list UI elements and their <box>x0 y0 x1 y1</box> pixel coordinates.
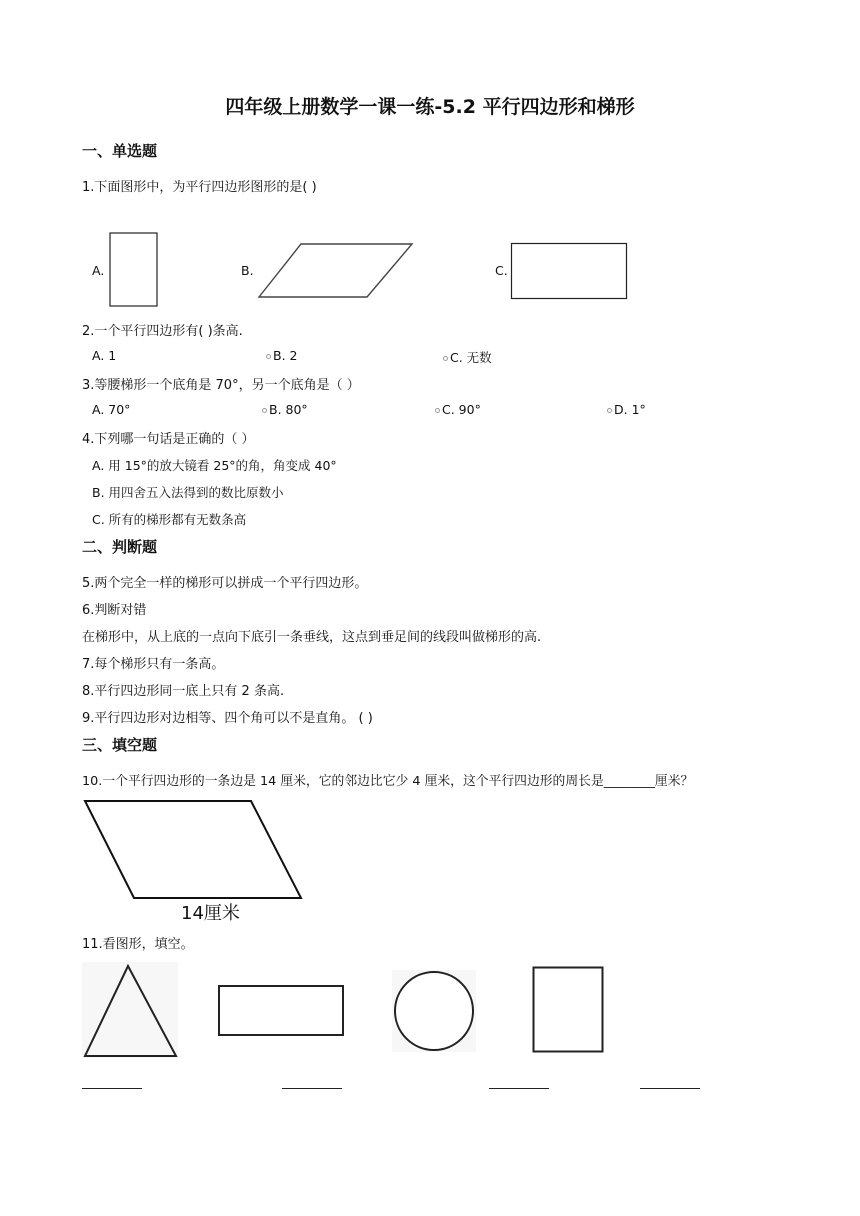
question-1: 1.下面图形中，为平行四边形图形的是( ) <box>82 180 317 195</box>
q3-option-a[interactable]: A. 70° <box>92 402 131 417</box>
q1-option-a-rectangle-figure <box>108 231 160 309</box>
question-3: 3.等腰梯形一个底角是 70°，另一个底角是（ ） <box>82 378 360 393</box>
q1-option-b-label: B. <box>241 263 254 278</box>
question-7: 7.每个梯形只有一条高。 <box>82 657 225 672</box>
radio-icon <box>262 408 267 413</box>
question-2: 2.一个平行四边形有( )条高. <box>82 324 243 339</box>
q3-option-c[interactable] <box>435 402 481 417</box>
q4-option-c[interactable]: C. 所有的梯形都有无数条高 <box>92 512 247 527</box>
q4-option-a[interactable]: A. 用 15°的放大镜看 25°的角，角变成 40° <box>92 458 337 473</box>
radio-icon <box>266 354 271 359</box>
q10-parallelogram-figure <box>82 798 307 903</box>
q11-answer-blank-3[interactable] <box>489 1088 549 1089</box>
q11-answer-blank-1[interactable] <box>82 1088 142 1089</box>
q2-option-c-text: C. 无数 <box>450 350 492 365</box>
question-10: 10.一个平行四边形的一条边是 14 厘米，它的邻边比它少 4 厘米，这个平行四边形的周长是________厘米？ <box>82 774 694 789</box>
q11-answer-blank-2[interactable] <box>282 1088 342 1089</box>
q1-option-a-label: A. <box>92 263 105 278</box>
q3-option-d[interactable] <box>607 402 646 417</box>
question-9: 9.平行四边形对边相等、四个角可以不是直角。 ( ) <box>82 711 373 726</box>
section-heading-true-false: 二、判断题 <box>82 538 158 556</box>
q11-triangle-figure <box>82 962 180 1060</box>
q2-option-a[interactable]: A. 1 <box>92 348 117 363</box>
q3-option-d-text: D. 1° <box>614 402 646 417</box>
q2-option-b[interactable] <box>266 348 297 363</box>
q2-option-c[interactable] <box>443 348 492 366</box>
q10-figure-label: 14厘米 <box>181 903 240 924</box>
q11-circle-figure <box>392 970 476 1052</box>
q3-option-c-text: C. 90° <box>442 402 481 417</box>
radio-icon <box>443 356 448 361</box>
section-heading-fill-blank: 三、填空题 <box>82 736 158 754</box>
q2-option-b-text: B. 2 <box>273 348 298 363</box>
q11-square-figure <box>532 966 606 1054</box>
q1-option-b-parallelogram-figure <box>256 240 416 300</box>
q1-option-c-rectangle-figure <box>510 242 630 302</box>
q4-option-b[interactable]: B. 用四舍五入法得到的数比原数小 <box>92 485 284 500</box>
question-4: 4.下列哪一句话是正确的（ ） <box>82 432 255 447</box>
q11-answer-blank-4[interactable] <box>640 1088 700 1089</box>
question-6-statement: 在梯形中，从上底的一点向下底引一条垂线，这点到垂足间的线段叫做梯形的高. <box>82 630 542 645</box>
question-8: 8.平行四边形同一底上只有 2 条高. <box>82 684 285 699</box>
question-5: 5.两个完全一样的梯形可以拼成一个平行四边形。 <box>82 576 368 591</box>
radio-icon <box>435 408 440 413</box>
radio-icon <box>607 408 612 413</box>
q1-option-c-label: C. <box>495 263 508 278</box>
question-6: 6.判断对错 <box>82 603 147 618</box>
q3-option-b-text: B. 80° <box>269 402 308 417</box>
q11-rectangle-figure <box>218 985 346 1037</box>
section-heading-single-choice: 一、单选题 <box>82 142 158 160</box>
q3-option-b[interactable] <box>262 402 308 417</box>
question-11: 11.看图形，填空。 <box>82 937 194 952</box>
page-title: 四年级上册数学一课一练-5.2 平行四边形和梯形 <box>225 96 635 118</box>
